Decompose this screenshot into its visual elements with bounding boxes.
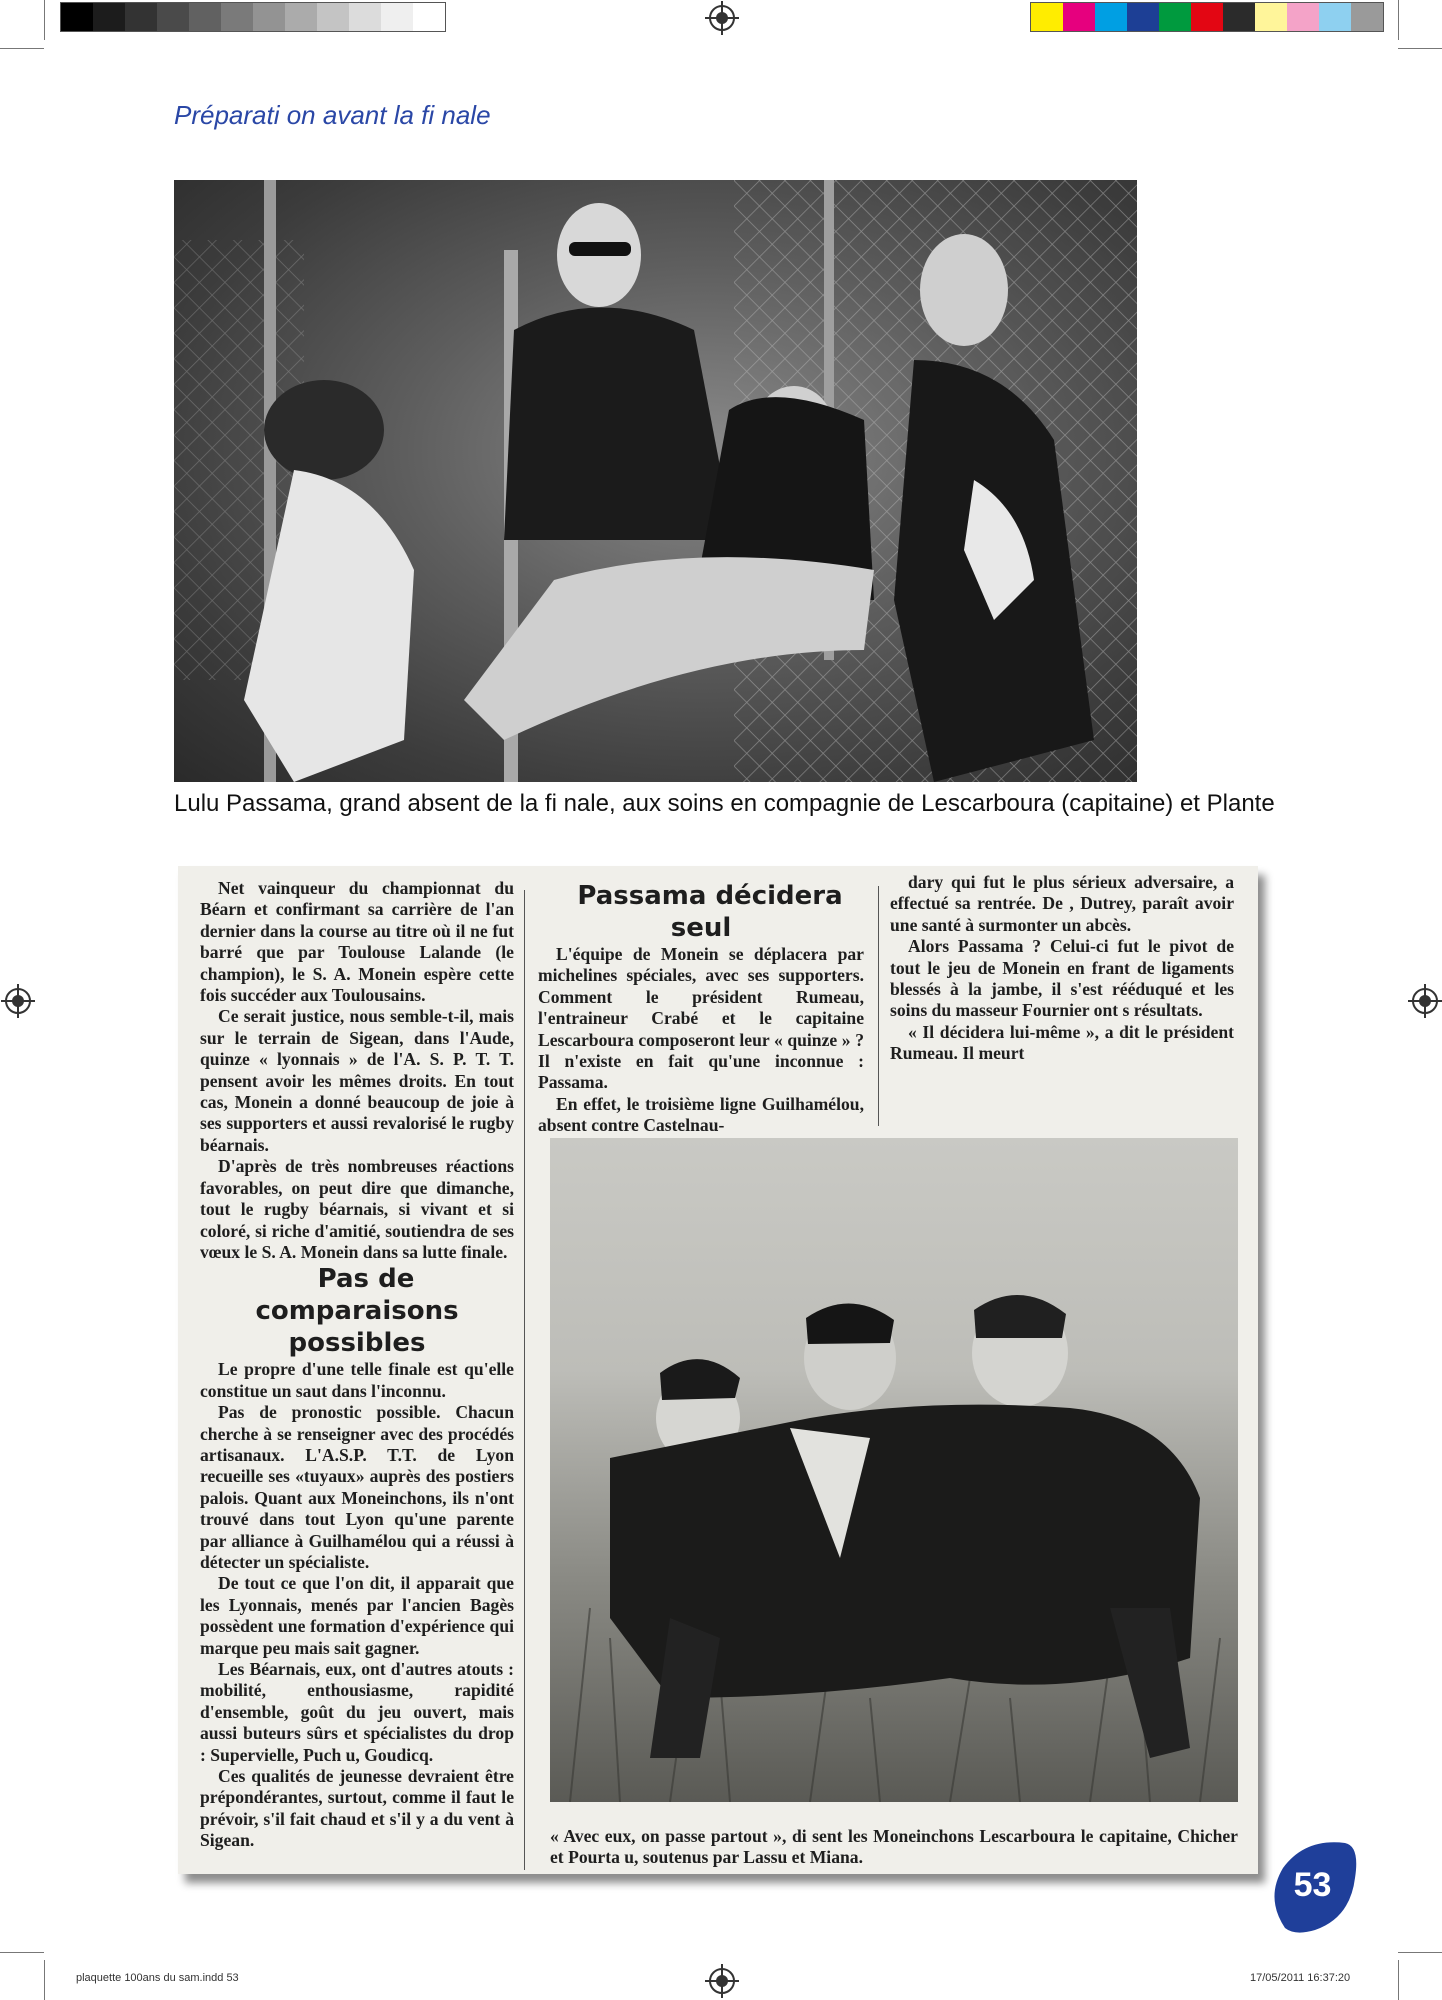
gray-swatch xyxy=(253,3,285,31)
color-swatch xyxy=(1159,3,1191,31)
article-paragraph: D'après de très nombreuses réactions favorables, on peut dire que dimanche, tout le rugby béarnais, si vivant et si coloré, si riche d'amitié, soutiendra de ses vœux le S. A. Monein dans sa lutte finale. xyxy=(200,1156,514,1262)
color-swatch xyxy=(1223,3,1255,31)
color-swatch xyxy=(1031,3,1063,31)
article-column-left xyxy=(200,878,514,1852)
article-column-right xyxy=(890,872,1234,1065)
gray-swatch xyxy=(413,3,445,31)
gray-swatch xyxy=(93,3,125,31)
gray-swatch xyxy=(189,3,221,31)
crop-mark xyxy=(44,1960,45,2000)
registration-mark-icon xyxy=(709,5,735,31)
article-paragraph: Les Béarnais, eux, ont d'autres atouts : mobilité, enthousiasme, rapidité d'ensemble, goût du jeu ouvert, mais aussi buteurs sûrs et spécialistes du drop : Supervielle, Puch u, Goudicq. xyxy=(200,1659,514,1765)
color-swatch xyxy=(1127,3,1159,31)
article-paragraph: « Il décidera lui-même », a dit le président Rumeau. Il meurt xyxy=(890,1021,1234,1064)
color-calibration-bar xyxy=(1030,2,1384,32)
footer-timestamp: 17/05/2011 16:37:20 xyxy=(1250,1972,1351,1984)
photo-caption-clipping: « Avec eux, on passe partout », di sent les Moneinchons Lescarboura le capitaine, Chicher et Pourta u, soutenus par Lassu et Miana. xyxy=(550,1826,1238,1867)
article-paragraph: Ce serait justice, nous semble-t-il, mais sur le terrain de Sigean, dans l'Aude, quinze « lyonnais » de l'A. S. P. T. T. pensent avoir les mêmes droits. En tout cas, Monein a donné beaucoup de joie à ses supporters et aussi revalorisé le rugby béarnais. xyxy=(200,1006,514,1155)
crop-mark xyxy=(1398,48,1442,49)
article-paragraph: Pas de pronostic possible. Chacun cherche à se renseigner avec des procédés artisanaux. L'A.S.P. T.T. de Lyon recueille ses «tuyaux» auprès des postiers palois. Quant aux Moneinchons, ils n'ont trouvé dans tout Lyon qu'une parente par alliance à Guilhamélou qui a réussi à détecter un spécialiste. xyxy=(200,1402,514,1572)
article-column-middle xyxy=(538,880,864,1137)
column-rule xyxy=(524,890,525,1870)
color-swatch xyxy=(1095,3,1127,31)
crop-mark xyxy=(44,0,45,40)
footer-filename: plaquette 100ans du sam.indd 53 xyxy=(76,1972,239,1984)
crop-mark xyxy=(1398,1960,1399,2000)
page-number: 53 xyxy=(1293,1866,1332,1904)
section-title: Préparati on avant la fi nale xyxy=(174,100,491,130)
article-paragraph: Net vainqueur du championnat du Béarn et confirmant sa carrière de l'an dernier dans la course au titre où il ne fut barré que par Toulouse Lalande (le champion), le S. A. Monein espère cette fois succéder aux Toulousains. xyxy=(200,878,514,1006)
gray-swatch xyxy=(125,3,157,31)
photo-treatment-room xyxy=(174,180,1137,782)
gray-swatch xyxy=(221,3,253,31)
registration-mark-icon xyxy=(1412,988,1438,1014)
color-swatch xyxy=(1255,3,1287,31)
article-paragraph: De tout ce que l'on dit, il apparait que les Lyonnais, menés par l'ancien Bagès possèdent une formation d'expérience qui marque peu mais sait gagner. xyxy=(200,1573,514,1658)
crop-mark xyxy=(0,48,44,49)
registration-mark-icon xyxy=(5,988,31,1014)
gray-swatch xyxy=(157,3,189,31)
crop-mark xyxy=(1398,0,1399,40)
registration-mark-icon xyxy=(709,1968,735,1994)
gray-swatch xyxy=(317,3,349,31)
color-swatch xyxy=(1063,3,1095,31)
page-number-badge xyxy=(1265,1838,1360,1933)
article-paragraph: L'équipe de Monein se déplacera par michelines spéciales, avec ses supporters. Comment le président Rumeau, l'entraineur Crabé et le capitaine Lescarboura composeront leur « quinze » ? Il n'existe en fait qu'une inconnue : Passama. xyxy=(538,944,864,1093)
gray-swatch xyxy=(61,3,93,31)
grayscale-calibration-bar xyxy=(60,2,446,32)
gray-swatch xyxy=(285,3,317,31)
gray-swatch xyxy=(349,3,381,31)
photo-caption: Lulu Passama, grand absent de la fi nale, aux soins en compagnie de Lescarboura (capitaine) et Plante xyxy=(174,790,1275,817)
article-paragraph: dary qui fut le plus sérieux adversaire, a effectué sa rentrée. De , Dutrey, paraît avoir une santé à surmonter un abcès. xyxy=(890,872,1234,935)
crop-mark xyxy=(0,1952,44,1953)
photo-players-scrum xyxy=(550,1138,1238,1802)
article-subheading: Passama décidera seul xyxy=(577,881,843,943)
gray-swatch xyxy=(381,3,413,31)
article-paragraph: En effet, le troisième ligne Guilhamélou, absent contre Castelnau- xyxy=(538,1093,864,1136)
crop-mark xyxy=(1398,1952,1442,1953)
article-paragraph: Le propre d'une telle finale est qu'elle constitue un saut dans l'inconnu. xyxy=(200,1359,514,1401)
color-swatch xyxy=(1351,3,1383,31)
color-swatch xyxy=(1287,3,1319,31)
column-rule xyxy=(878,886,879,1126)
color-swatch xyxy=(1191,3,1223,31)
color-swatch xyxy=(1319,3,1351,31)
article-paragraph: Alors Passama ? Celui-ci fut le pivot de tout le jeu de Monein en frant de ligaments blessés à la jambe, il s'est rééduqué et les soins du masseur Fournier ont s résultats. xyxy=(890,936,1234,1021)
article-subheading: Pas de comparaisons possibles xyxy=(255,1264,459,1359)
article-paragraph: Ces qualités de jeunesse devraient être prépondérantes, surtout, comme il faut le prévoir, s'il fait chaud et s'il y a du vent à Sigean. xyxy=(200,1766,514,1851)
newspaper-clipping xyxy=(178,866,1258,1874)
